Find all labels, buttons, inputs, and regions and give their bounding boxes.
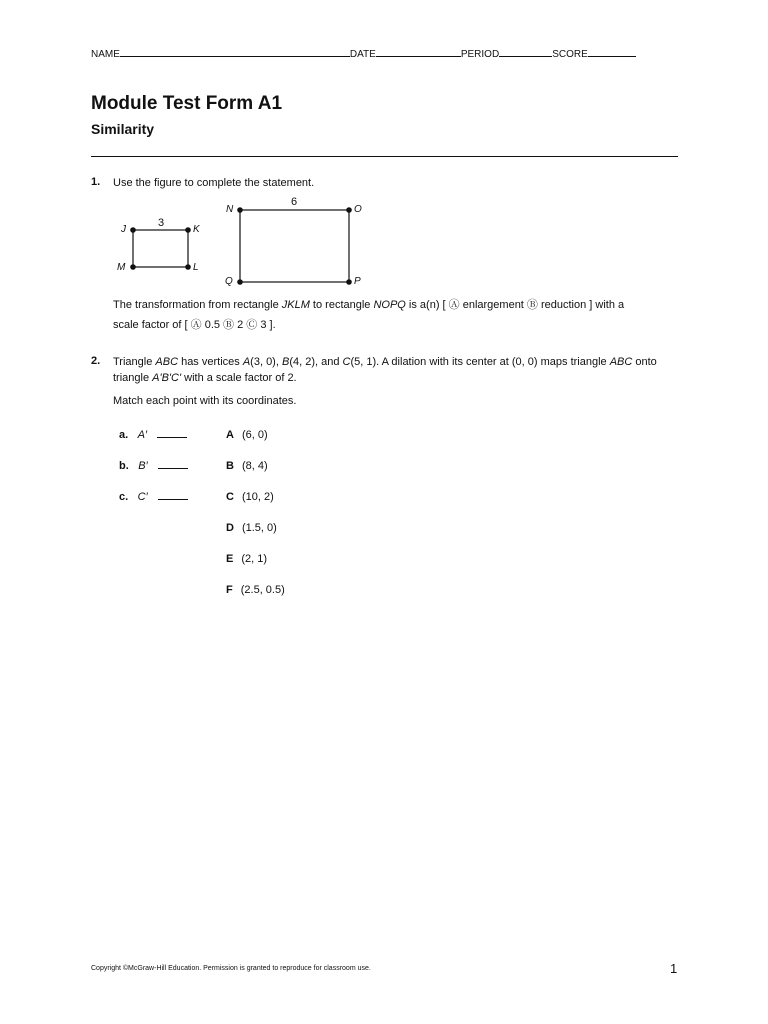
q2-t6: B <box>281 356 290 368</box>
q2-line1 <box>113 354 657 370</box>
score-blank[interactable] <box>588 47 636 57</box>
q2-t11: onto <box>632 356 657 368</box>
q1-rect1: JKLM <box>281 299 310 311</box>
side-label-6: 6 <box>291 196 298 208</box>
q1-text-b: to rectangle <box>309 299 374 311</box>
q2-t5: (3, 0), <box>250 356 282 368</box>
q1-statement-line2[interactable]: scale factor of [ Ⓐ 0.5 Ⓑ 2 Ⓒ 3 ]. <box>113 319 276 331</box>
q1-text-c[interactable]: is a(n) [ Ⓐ enlargement Ⓑ reduction ] with a <box>405 299 625 311</box>
choice-letter: E <box>226 553 234 565</box>
q1-prompt: Use the figure to complete the statement. <box>113 177 315 189</box>
q2-t2: ABC <box>155 356 179 368</box>
vertex-k <box>185 227 191 233</box>
q2-t8: C <box>342 356 351 368</box>
rect-nopq <box>240 210 349 282</box>
vertex-p <box>346 279 352 285</box>
q2-t14: with a scale factor of 2. <box>181 372 297 384</box>
answer-blank-a[interactable] <box>157 427 187 438</box>
page-subtitle: Similarity <box>91 121 155 137</box>
q2-t7: (4, 2), and <box>289 356 343 368</box>
answer-blank-c[interactable] <box>158 489 188 500</box>
score-label: SCORE <box>552 49 588 60</box>
answer-blank-b[interactable] <box>158 458 188 469</box>
q2-t13: A'B'C' <box>152 372 182 384</box>
name-label: NAME <box>91 49 120 60</box>
choice-value: (10, 2) <box>241 491 274 503</box>
choice-a <box>226 425 268 443</box>
name-blank[interactable] <box>120 47 350 57</box>
match-point-a: A′ <box>137 429 148 441</box>
q2-t10: ABC <box>609 356 633 368</box>
q2-number: 2. <box>91 355 101 367</box>
label-p: P <box>354 276 361 287</box>
label-q: Q <box>225 276 233 287</box>
vertex-l <box>185 264 191 270</box>
date-label: DATE <box>349 49 376 60</box>
match-point-b: B′ <box>138 460 148 472</box>
choice-value: (8, 4) <box>241 460 268 472</box>
choice-letter: A <box>226 429 234 441</box>
q2-t3: has vertices <box>178 356 243 368</box>
period-blank[interactable] <box>499 47 552 57</box>
header-fields <box>91 47 636 60</box>
match-letter-a: a. <box>119 429 129 441</box>
choice-letter: B <box>226 460 234 472</box>
label-l: L <box>193 262 199 273</box>
label-o: O <box>354 204 362 215</box>
period-label: PERIOD <box>460 49 500 60</box>
vertex-m <box>130 264 136 270</box>
choice-f <box>226 580 285 598</box>
date-blank[interactable] <box>376 47 461 57</box>
label-k: K <box>193 224 200 235</box>
vertex-n <box>237 207 243 213</box>
choice-letter: C <box>226 491 234 503</box>
match-item-b <box>119 456 188 474</box>
q2-instruction: Match each point with its coordinates. <box>113 395 297 407</box>
choice-value: (2.5, 0.5) <box>240 584 285 596</box>
choice-value: (1.5, 0) <box>241 522 277 534</box>
choice-letter: F <box>226 584 233 596</box>
label-j: J <box>121 224 126 235</box>
choice-d <box>226 518 277 536</box>
choice-letter: D <box>226 522 234 534</box>
q1-figure <box>110 195 380 295</box>
q2-t9: (5, 1). A dilation with its center at (0, 0) maps triangle <box>350 356 610 368</box>
q2-line2 <box>113 370 297 386</box>
match-point-c: C′ <box>137 491 148 503</box>
q2-t1: Triangle <box>113 356 156 368</box>
label-n: N <box>226 204 234 215</box>
q2-t4: A <box>242 356 251 368</box>
choice-c <box>226 487 274 505</box>
match-item-c <box>119 487 188 505</box>
q2-t12: triangle <box>113 372 153 384</box>
q1-number: 1. <box>91 176 101 188</box>
vertex-o <box>346 207 352 213</box>
rect-jklm <box>133 230 188 267</box>
page-number: 1 <box>670 961 678 976</box>
title-divider <box>91 156 678 157</box>
choice-value: (2, 1) <box>241 553 268 565</box>
label-m: M <box>117 262 126 273</box>
match-item-a <box>119 425 187 443</box>
side-label-3: 3 <box>158 217 165 229</box>
choice-value: (6, 0) <box>241 429 268 441</box>
vertex-q <box>237 279 243 285</box>
match-letter-c: c. <box>119 491 129 503</box>
q1-rect2: NOPQ <box>373 299 406 311</box>
choice-e <box>226 549 267 567</box>
vertex-j <box>130 227 136 233</box>
q1-text-a: The transformation from rectangle <box>113 299 282 311</box>
q1-statement-line1 <box>113 297 624 313</box>
match-letter-b: b. <box>119 460 129 472</box>
choice-b <box>226 456 268 474</box>
footer-copyright: Copyright ©McGraw-Hill Education. Permission is granted to reproduce for classroom use. <box>91 965 371 972</box>
page-title: Module Test Form A1 <box>91 93 283 114</box>
